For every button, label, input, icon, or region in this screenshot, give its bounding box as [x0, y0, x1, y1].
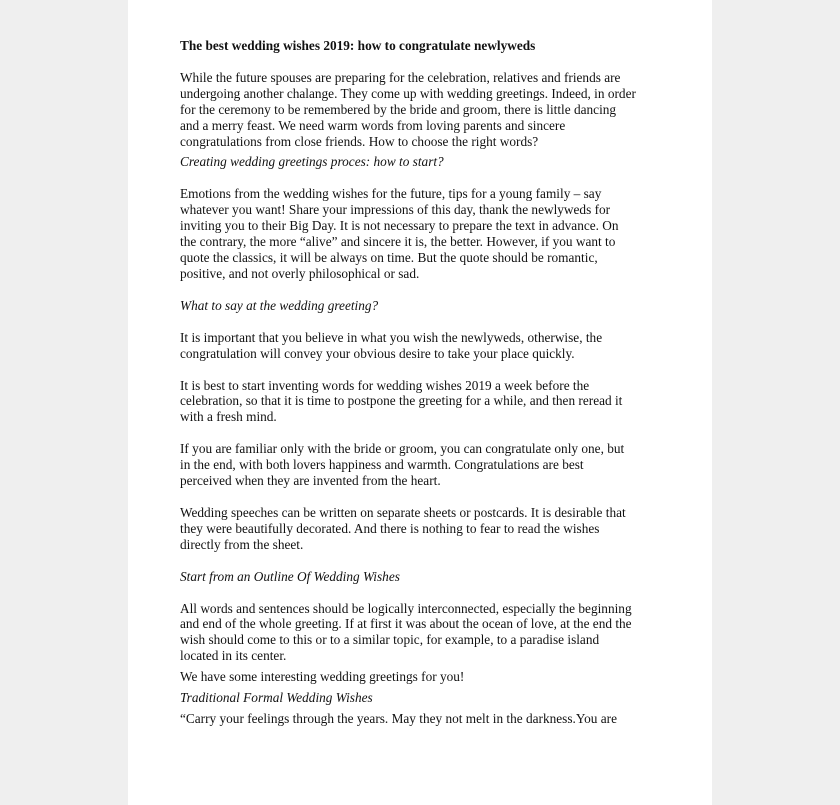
document-page [128, 0, 712, 805]
text-line: positive, and not overly philosophical or sad. [180, 265, 420, 281]
section-heading [180, 569, 664, 585]
text-line: directly from the sheet. [180, 536, 304, 552]
paragraph-greetings-intro [180, 669, 664, 685]
text-line: “Carry your feelings through the years. May they not melt in the darkness.You are [180, 711, 617, 726]
text-line: Wedding speeches can be written on separate sheets or postcards. It is desirable that [180, 504, 626, 520]
text-line: for the ceremony to be remembered by the bride and groom, there is little dancing [180, 101, 617, 117]
text-line: It is important that you believe in what you wish the newlyweds, otherwise, the [180, 329, 603, 345]
text-line: undergoing another chalange. They come up with wedding greetings. Indeed, in order [180, 85, 636, 101]
section-heading [180, 154, 664, 170]
text-line: they were beautifully decorated. And there is nothing to fear to read the wishes [180, 520, 600, 536]
heading-line: Creating wedding greetings proces: how to start? [180, 154, 444, 170]
text-line: located in its center. [180, 648, 287, 664]
text-line: inviting you to their Big Day. It is not necessary to prepare the text in advance. On [180, 218, 619, 234]
paragraph-outline [180, 601, 664, 665]
text-line: congratulation will convey your obvious desire to take your place quickly. [180, 345, 575, 361]
text-line: quote the classics, it will be always on time. But the quote should be romantic, [180, 249, 598, 265]
text-line: congratulations from close friends. How to choose the right words? [180, 133, 539, 149]
paragraph-believe [180, 330, 664, 362]
text-line: We have some interesting wedding greetings for you! [180, 669, 465, 685]
text-line: All words and sentences should be logically interconnected, especially the beginning [180, 600, 632, 616]
paragraph-quote [180, 711, 664, 727]
text-line: If you are familiar only with the bride or groom, you can congratulate only one, but [180, 441, 625, 457]
heading-line: Start from an Outline Of Wedding Wishes [180, 568, 400, 584]
heading-line: What to say at the wedding greeting? [180, 297, 379, 313]
text-line: with a fresh mind. [180, 409, 277, 425]
section-heading [180, 298, 664, 314]
paragraph-intro [180, 70, 664, 150]
heading-line: Traditional Formal Wedding Wishes [180, 690, 373, 706]
text-line: the contrary, the more “alive” and sincere it is, the better. However, if you want to [180, 234, 616, 250]
document-title: The best wedding wishes 2019: how to congratulate newlyweds [180, 38, 536, 53]
paragraph-emotions [180, 186, 664, 281]
paragraph-familiar [180, 441, 664, 489]
text-line: wish should come to this or to a similar topic, for example, to a paradise island [180, 632, 600, 648]
section-heading [180, 690, 664, 706]
document-body [180, 38, 664, 727]
text-line: It is best to start inventing words for wedding wishes 2019 a week before the [180, 377, 590, 393]
text-line: and a merry feast. We need warm words from loving parents and sincere [180, 117, 566, 133]
text-line: in the end, with both lovers happiness and warmth. Congratulations are best [180, 457, 584, 473]
paragraph-speeches [180, 505, 664, 553]
text-line: While the future spouses are preparing for the celebration, relatives and friends are [180, 69, 621, 85]
text-line: celebration, so that it is time to postpone the greeting for a while, and then reread it [180, 393, 623, 409]
text-line: perceived when they are invented from the heart. [180, 473, 441, 489]
text-line: Emotions from the wedding wishes for the future, tips for a young family – say [180, 186, 602, 202]
paragraph-inventing [180, 378, 664, 426]
text-line: and end of the whole greeting. If at first it was about the ocean of love, at the end the [180, 616, 632, 632]
text-line: whatever you want! Share your impressions of this day, thank the newlyweds for [180, 202, 611, 218]
